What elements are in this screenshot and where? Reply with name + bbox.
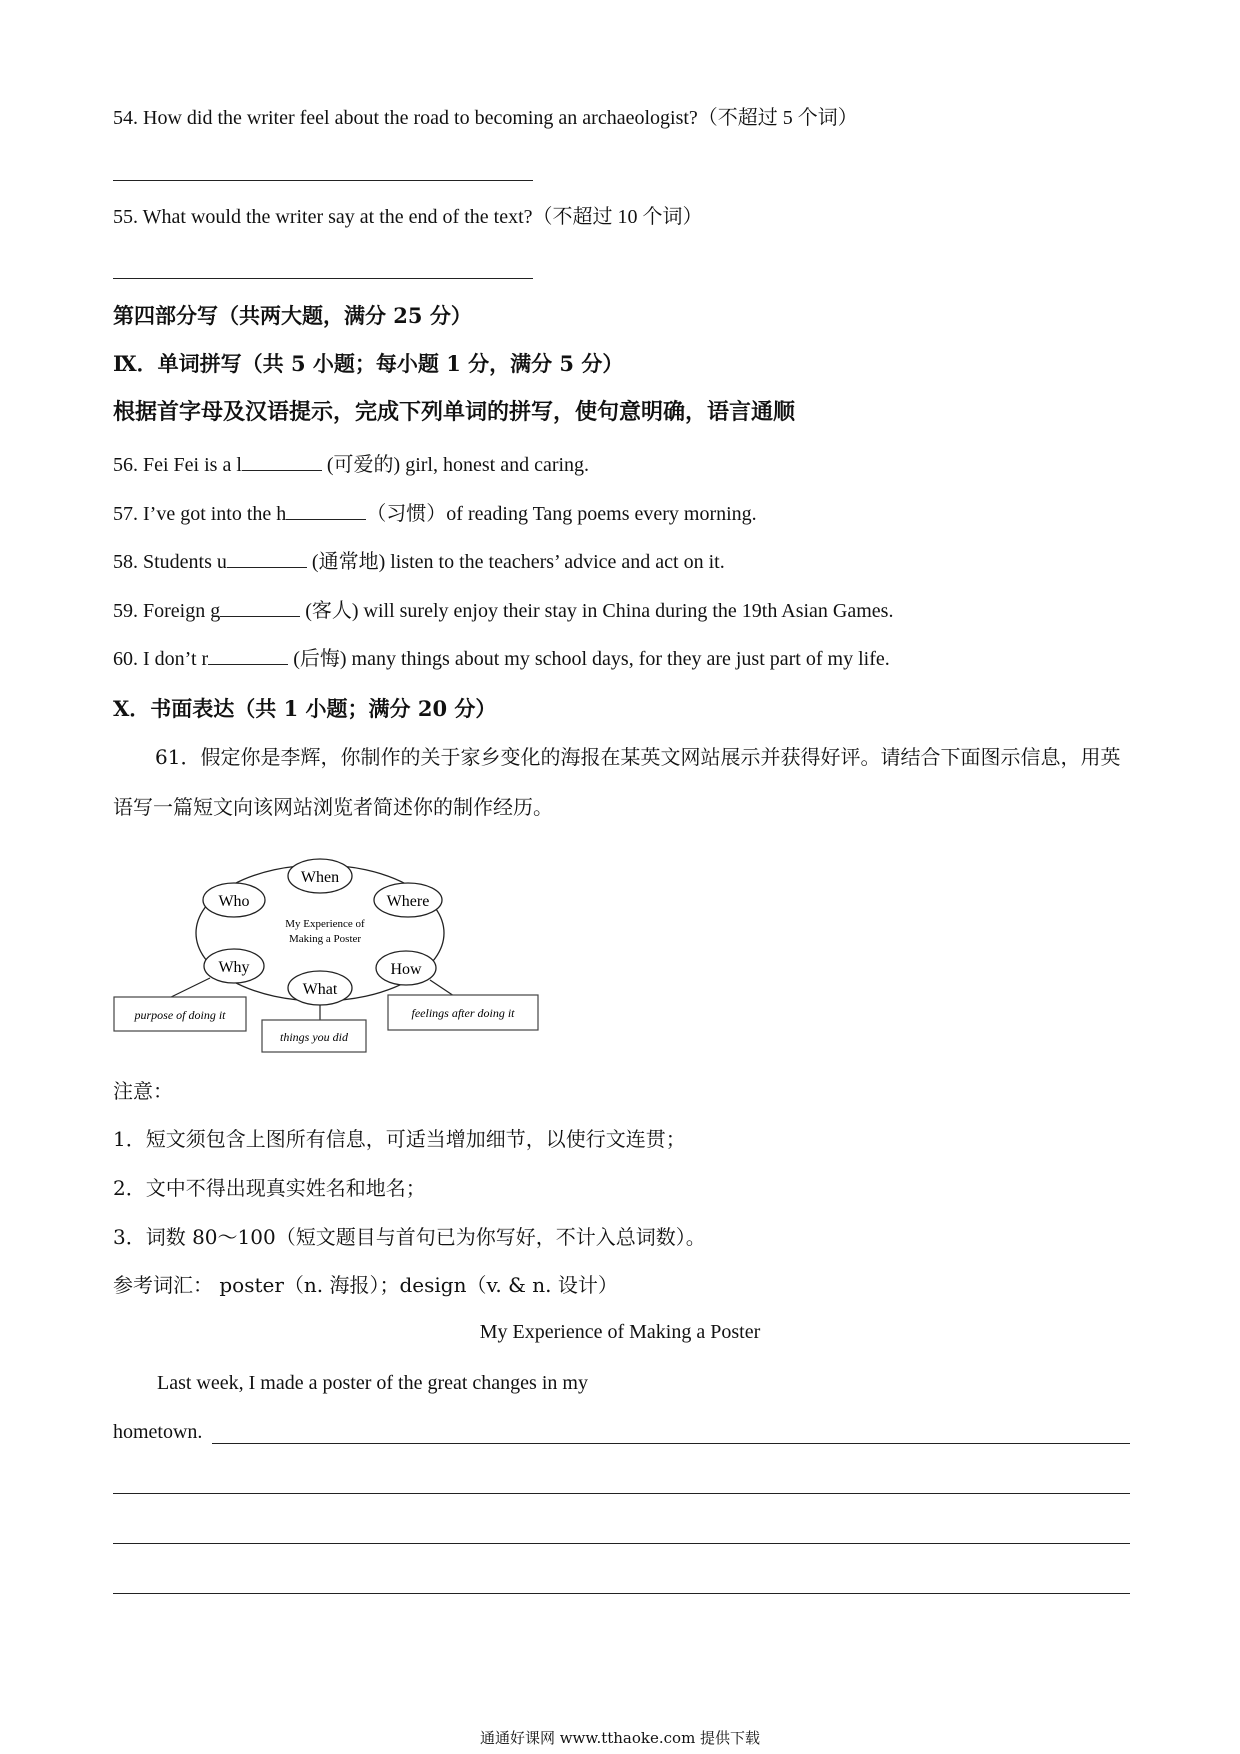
page-footer: 通通好课网 www.tthaoke.com 提供下载: [479, 1729, 761, 1747]
note-1: 1．短文须包含上图所有信息，可适当增加细节，以使行文连贯；: [113, 1127, 686, 1151]
section9-instruction: 根据首字母及汉语提示，完成下列单词的拼写，使句意明确，语言通顺: [113, 399, 796, 425]
question-59: [113, 597, 893, 625]
note-3: 3．词数 80～100（短文题目与首句已为你写好，不计入总词数）。: [113, 1225, 706, 1249]
svg-text:Where: Where: [386, 893, 430, 910]
svg-text:What: What: [302, 981, 338, 998]
writing-line-3[interactable]: [113, 1543, 1130, 1544]
node-where: [374, 883, 442, 917]
diagram-center-line1: My Experience of: [285, 918, 365, 930]
writing-line-1[interactable]: [212, 1443, 1130, 1444]
writing-line-4[interactable]: [113, 1593, 1130, 1594]
node-when: [288, 859, 352, 893]
vocab-reference: 参考词汇： poster（n. 海报）；design（v. & n. 设计）: [113, 1273, 618, 1297]
section10-title: Ⅹ．书面表达（共 1 小题；满分 20 分）: [113, 696, 497, 721]
q57-after: （习惯）of reading Tang poems every morning.: [366, 503, 757, 525]
mind-map-diagram: [110, 840, 540, 1055]
q59-after: (客人) will surely enjoy their stay in China during the 19th Asian Games.: [300, 600, 894, 622]
answer-line-54[interactable]: [113, 180, 533, 181]
question-54: 54. How did the writer feel about the road to becoming an archaeologist?（不超过 5 个词）: [113, 107, 858, 129]
box-things: [262, 1020, 366, 1052]
part4-title: 第四部分写（共两大题，满分 25 分）: [113, 303, 472, 328]
writing-prompt: 61．假定你是李辉，你制作的关于家乡变化的海报在某英文网站展示并获得好评。请结合下面图示信息，用英语写一篇短文向该网站浏览者简述你的制作经历。: [113, 745, 1121, 819]
svg-text:purpose of doing it: purpose of doing it: [134, 1008, 226, 1022]
node-what: [288, 971, 352, 1005]
writing-line-2[interactable]: [113, 1493, 1130, 1494]
q59-before: 59. Foreign g: [113, 600, 221, 622]
q56-before: 56. Fei Fei is a l: [113, 454, 242, 476]
svg-text:When: When: [300, 869, 340, 886]
svg-text:feelings after doing it: feelings after doing it: [411, 1006, 515, 1020]
essay-opening: Last week, I made a poster of the great changes in my: [157, 1372, 588, 1394]
q56-after: (可爱的) girl, honest and caring.: [321, 454, 590, 476]
svg-text:Who: Who: [218, 893, 250, 910]
question-55: 55. What would the writer say at the end of the text?（不超过 10 个词）: [113, 206, 703, 228]
node-why: [204, 949, 264, 983]
q58-blank[interactable]: [227, 549, 307, 568]
box-feelings: [388, 995, 538, 1030]
q60-before: 60. I don’t r: [113, 648, 209, 670]
essay-second-line: hometown.: [113, 1421, 203, 1443]
q57-blank[interactable]: [286, 501, 366, 520]
node-who: [203, 883, 265, 917]
svg-text:Why: Why: [218, 959, 250, 976]
svg-text:How: How: [390, 961, 422, 978]
note-2: 2．文中不得出现真实姓名和地名；: [113, 1176, 426, 1200]
question-58: [113, 548, 725, 576]
essay-title: My Experience of Making a Poster: [479, 1321, 761, 1343]
q60-blank[interactable]: [208, 646, 288, 665]
question-60: [113, 645, 890, 673]
node-how: [376, 951, 436, 985]
answer-line-55[interactable]: [113, 278, 533, 279]
q56-blank[interactable]: [242, 452, 322, 471]
box-purpose: [114, 997, 246, 1031]
q58-before: 58. Students u: [113, 551, 227, 573]
question-56: [113, 451, 589, 479]
q60-after: (后悔) many things about my school days, for they are just part of my life.: [288, 648, 890, 670]
notes-heading: 注意：: [113, 1079, 173, 1103]
svg-text:things you did: things you did: [280, 1030, 348, 1044]
question-57: [113, 500, 757, 528]
q58-after: (通常地) listen to the teachers’ advice and act on it.: [306, 551, 725, 573]
q57-before: 57. I’ve got into the h: [113, 503, 287, 525]
section9-title: Ⅸ．单词拼写（共 5 小题；每小题 1 分，满分 5 分）: [113, 351, 624, 376]
diagram-center-line2: Making a Poster: [288, 933, 362, 945]
q59-blank[interactable]: [220, 598, 300, 617]
